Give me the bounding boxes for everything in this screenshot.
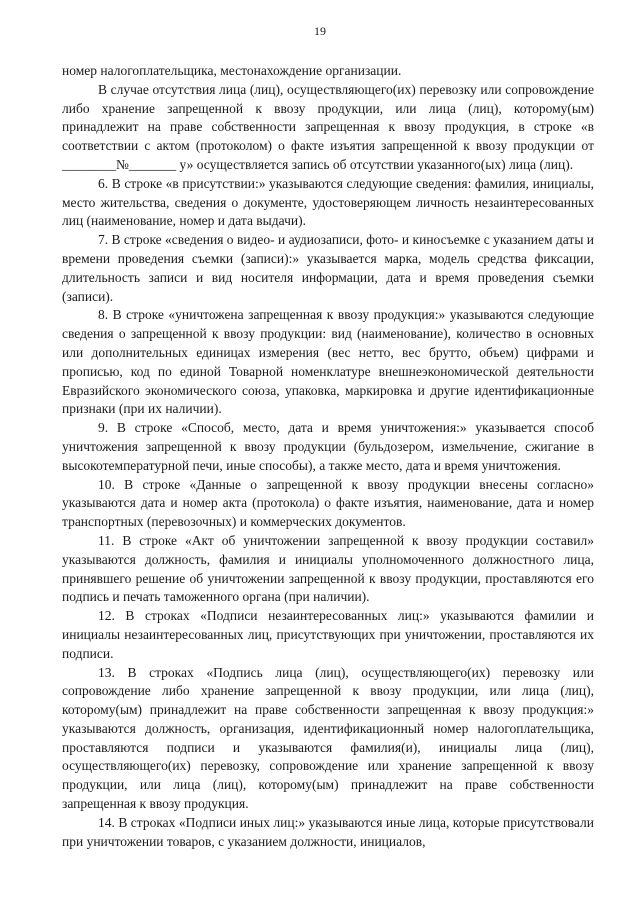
paragraph-11: 11. В строке «Акт об уничтожении запрещенной к ввозу продукции составил» указываются должность, фамилия и инициалы уполномоченного должностного лица, принявшего решение об уничтожении запрещенной к ввозу продукции, проставляются его подпись и печать таможенного органа (при наличии). — [62, 532, 594, 605]
paragraph-9: 9. В строке «Способ, место, дата и время уничтожения:» указывается способ уничтожения запрещенной к ввозу продукции (бульдозером, измельчение, сжигание в высокотемпературной печи, иные способы), а также место, дата и время уничтожения. — [62, 420, 594, 473]
paragraph-10: 10. В строке «Данные о запрещенной к ввозу продукции внесены согласно» указываются дата и номер акта (протокола) о факте изъятия, наименование, дата и номер транспортных (перевозочных) и коммерческих документов. — [62, 476, 594, 530]
paragraph-13: 13. В строках «Подпись лица (лиц), осуществляющего(их) перевозку или сопровождение либо хранение запрещенной к ввозу продукции, или лица (лиц), которому(ым) принадлежит на праве собственности запрещенная к ввозу продукция:» указываются должность, организация, идентификационный номер налогоплательщика, проставляются подписи и указываются фамилия(и), инициалы лица (лиц), осуществляющего(их) перевозку, сопровождение или хранение запрещенной к ввозу продукции, или лица (лиц), которому(ым) принадлежит на праве собственности запрещенная к ввозу продукция. — [62, 664, 594, 812]
paragraph-8: 8. В строке «уничтожена запрещенная к ввозу продукция:» указываются следующие сведения о запрещенной к ввозу продукции: вид (наименование), количество в основных или дополнительных единицах измерения (вес нетто, вес брутто, объем) цифрами и прописью, код по единой Товарной номенклатуре внешнеэкономической деятельности Евразийского экономического союза, упаковка, маркировка и другие идентификационные признаки (при их наличии). — [62, 307, 594, 417]
paragraph-continuation: номер налогоплательщика, местонахождение организации. — [62, 63, 402, 78]
paragraph-12: 12. В строках «Подписи незаинтересованных лиц:» указываются фамилии и инициалы незаинтересованных лиц, присутствующих при уничтожении, проставляются их подписи. — [62, 608, 594, 661]
paragraph-7: 7. В строке «сведения о видео- и аудиозаписи, фото- и киносъемке с указанием даты и времени проведения съемки (записи):» указывается марка, модель средства фиксации, длительность записи и вид носителя информации, дата и время проведения съемки (записи). — [62, 232, 594, 304]
paragraph-14: 14. В строках «Подписи иных лиц:» указываются иные лица, которые присутствовали при уничтожении товаров, с указанием должности, инициалов, — [62, 814, 594, 849]
page-number: 19 — [314, 24, 326, 38]
paragraph-absence-note: В случае отсутствия лица (лиц), осуществляющего(их) перевозку или сопровождение либо хранение запрещенной к ввозу продукции, или лица (лиц), которому(ым) принадлежит на праве собственности запрещенная к ввозу продукция, в строке «в соответствии с актом (протоколом) о факте изъятия запрещенной к ввозу продукции от ________№_______ у» осуществляется запись об отсутствии указанного(ых) лица (лиц). — [62, 81, 594, 172]
paragraph-6: 6. В строке «в присутствии:» указываются следующие сведения: фамилия, инициалы, место жительства, сведения о документе, удостоверяющем личность незаинтересованных лиц (наименование, номер и дата выдачи). — [62, 175, 594, 229]
document-body — [62, 62, 594, 851]
